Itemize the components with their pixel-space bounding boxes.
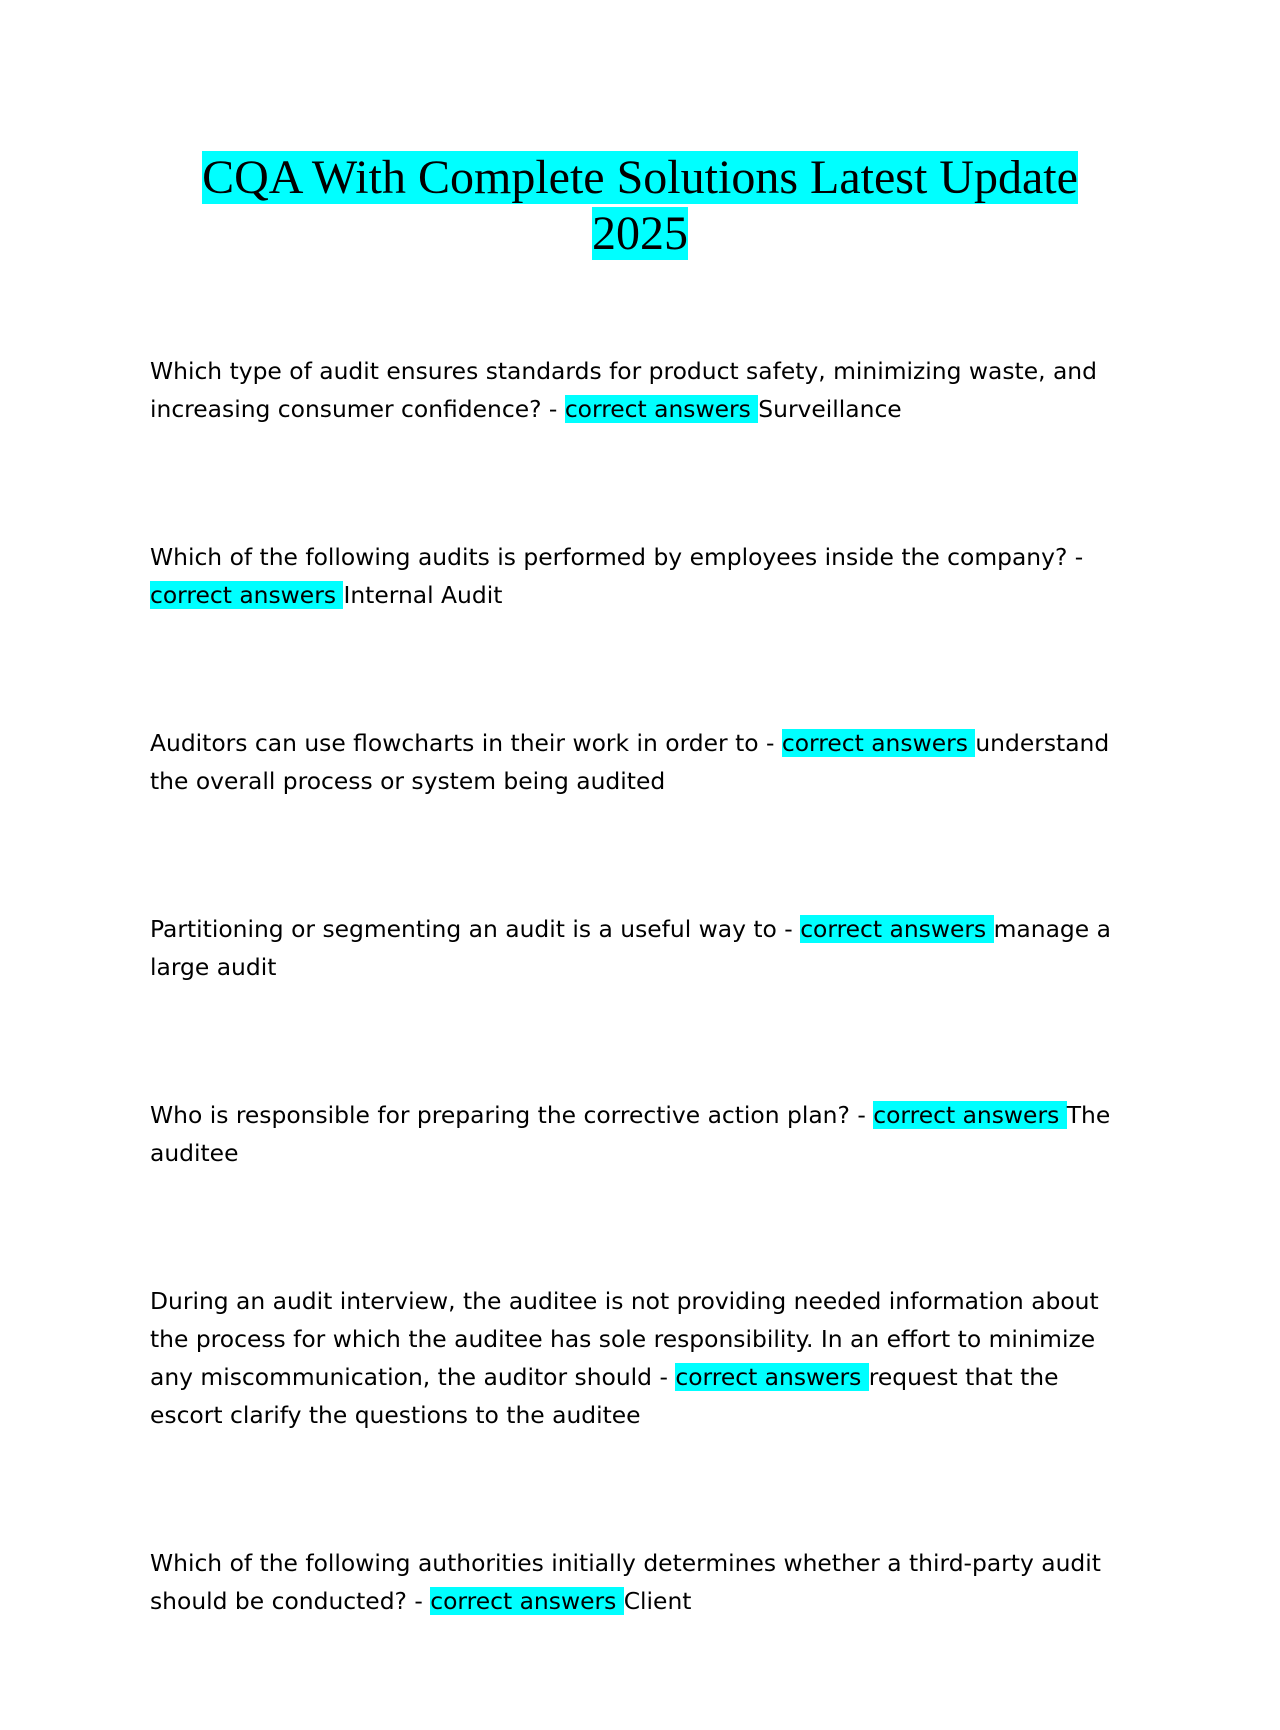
qa-item-6 [150,1282,1135,1434]
answer-marker-highlight: correct answers [873,1101,1067,1129]
question-text: Auditors can use flowcharts in their work in order to - [150,729,782,757]
answer-marker-highlight: correct answers [781,729,976,757]
question-text: During an audit interview, the auditee is not providing needed information about the process for which the auditee has sole responsibility. In an effort to minimize any miscommunication, the auditor should - [150,1287,1099,1391]
question-answer-list [150,352,1135,1730]
answer-text: Internal Audit [343,581,503,609]
answer-text: Surveillance [758,395,902,423]
answer-marker-highlight: correct answers [564,395,759,423]
qa-item-4 [150,910,1135,986]
question-text: Which of the following authorities initially determines whether a third-party audit should be conducted? - [150,1549,1101,1615]
answer-marker-highlight: correct answers [800,915,994,943]
answer-marker-highlight: correct answers [150,581,344,609]
question-text: Partitioning or segmenting an audit is a useful way to - [150,915,801,943]
qa-item-7 [150,1544,1135,1620]
qa-item-5 [150,1096,1135,1172]
answer-text: understand the overall process or system being audited [150,729,1110,795]
question-text: Which of the following audits is performed by employees inside the company? - [150,543,1084,571]
qa-item-2 [150,538,1135,614]
document-title [150,150,1130,262]
title-highlight: CQA With Complete Solutions Latest Update 2025 [202,151,1078,260]
answer-text: Client [623,1587,692,1615]
question-text: Who is responsible for preparing the corrective action plan? - [150,1101,874,1129]
qa-item-1 [150,352,1135,428]
qa-item-3 [150,724,1135,800]
question-text: Which type of audit ensures standards for product safety, minimizing waste, and increasing consumer confidence? - [150,357,1097,423]
answer-text: The auditee [150,1101,1111,1167]
answer-text: manage a large audit [150,915,1111,981]
answer-marker-highlight: correct answers [430,1587,624,1615]
answer-marker-highlight: correct answers [675,1363,869,1391]
answer-text: request that the escort clarify the questions to the auditee [150,1363,1059,1429]
